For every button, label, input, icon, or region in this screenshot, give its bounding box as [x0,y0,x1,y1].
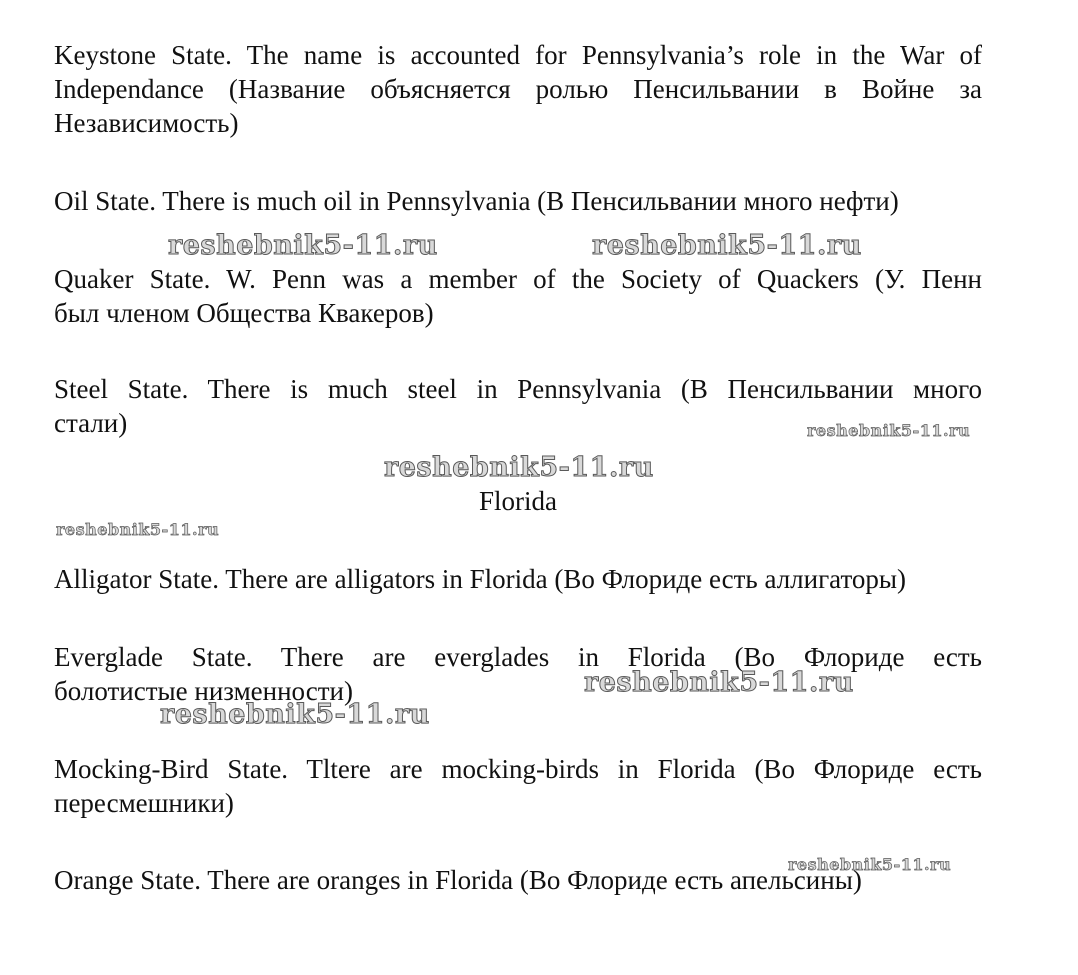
paragraph-mockingbird-line-2: пересмешники) [54,788,234,818]
paragraph-quaker-line-2: был членом Общества Квакеров) [54,298,434,328]
watermark: reshebnik5-11.ru [56,520,220,539]
watermark: reshebnik5-11.ru [168,230,438,261]
paragraph-keystone-line-2: Independance (Название объясняется ролью Пенсильвании в Войне за [54,74,982,104]
paragraph-everglade-line-1: Everglade State. There are everglades in Florida (Во Флориде есть [54,642,982,672]
section-heading-florida: Florida [479,486,557,516]
watermark: reshebnik5-11.ru [384,452,654,483]
paragraph-steel-line-1: Steel State. There is much steel in Pennsylvania (В Пенсильвании много [54,374,982,404]
paragraph-mockingbird-line-1: Mocking-Bird State. Tltere are mocking-birds in Florida (Во Флориде есть [54,754,982,784]
paragraph-keystone-line-1: Keystone State. The name is accounted for Pennsylvania’s role in the War of [54,40,982,70]
watermark: reshebnik5-11.ru [160,699,430,730]
paragraph-keystone-line-3: Независимость) [54,108,239,138]
paragraph-orange-line-1: Orange State. There are oranges in Florida (Во Флориде есть апельсины) [54,865,862,895]
paragraph-alligator-line-1: Alligator State. There are alligators in Florida (Во Флориде есть аллигаторы) [54,564,907,594]
watermark: reshebnik5-11.ru [788,855,952,874]
watermark: reshebnik5-11.ru [592,230,862,261]
watermark: reshebnik5-11.ru [584,667,854,698]
paragraph-quaker-line-1: Quaker State. W. Penn was a member of the Society of Quackers (У. Пенн [54,264,982,294]
paragraph-oil-line-1: Oil State. There is much oil in Pennsylvania (В Пенсильвании много нефти) [54,186,899,216]
watermark: reshebnik5-11.ru [807,421,971,440]
paragraph-everglade-line-2: болотистые низменности) [54,676,353,706]
paragraph-steel-line-2: стали) [54,408,128,438]
